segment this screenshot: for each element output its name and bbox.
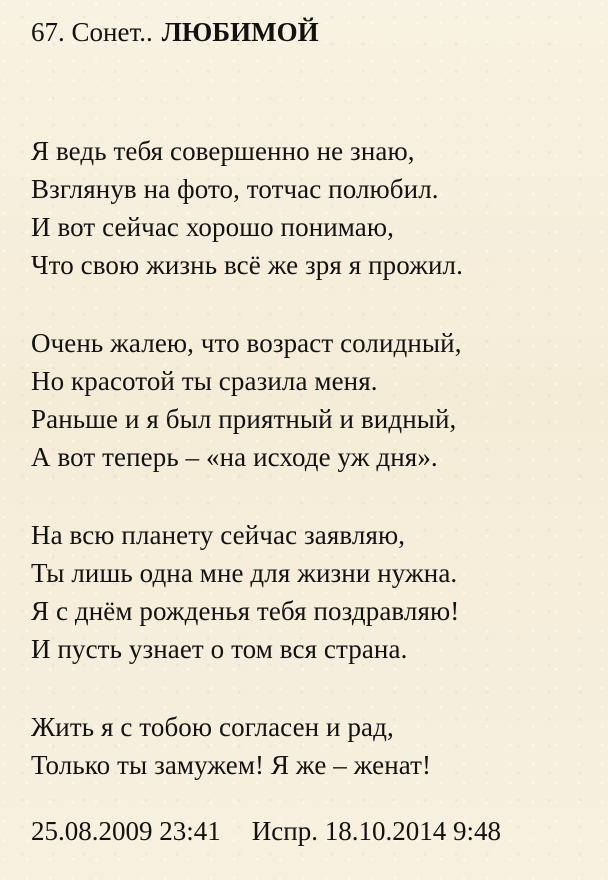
poem-line: И вот сейчас хорошо понимаю, [31,212,395,242]
poem-body [31,132,591,784]
sonnet-heading [31,16,319,48]
created-date: 25.08.2009 23:41 [31,816,221,846]
stanza-2 [31,324,591,476]
poem-line: Ты лишь одна мне для жизни нужна. [31,558,458,588]
poem-line: Раньше и я был приятный и видный, [31,404,457,434]
sonnet-title: ЛЮБИМОЙ [161,17,319,47]
sonnet-number: 67. Сонет.. [31,17,153,47]
poem-line: Я с днём рожденья тебя поздравляю! [31,596,460,626]
stanza-3 [31,516,591,668]
poem-line: Что свою жизнь всё же зря я прожил. [31,250,463,280]
date-footer [31,815,591,847]
stanza-1 [31,132,591,284]
poem-line: Жить я с тобою согласен и рад, [31,712,394,742]
poem-line: А вот теперь – «на исходе уж дня». [31,442,438,472]
stanza-4 [31,708,591,784]
poem-line: На всю планету сейчас заявляю, [31,520,406,550]
poem-line: Очень жалею, что возраст солидный, [31,328,462,358]
poem-line: Я ведь тебя совершенно не знаю, [31,136,415,166]
poem-line: И пусть узнает о том вся страна. [31,634,408,664]
poem-line: Только ты замужем! Я же – женат! [31,750,432,780]
poem-line: Взглянув на фото, тотчас полюбил. [31,174,439,204]
edited-date: Испр. 18.10.2014 9:48 [251,816,501,846]
poem-line: Но красотой ты сразила меня. [31,366,378,396]
